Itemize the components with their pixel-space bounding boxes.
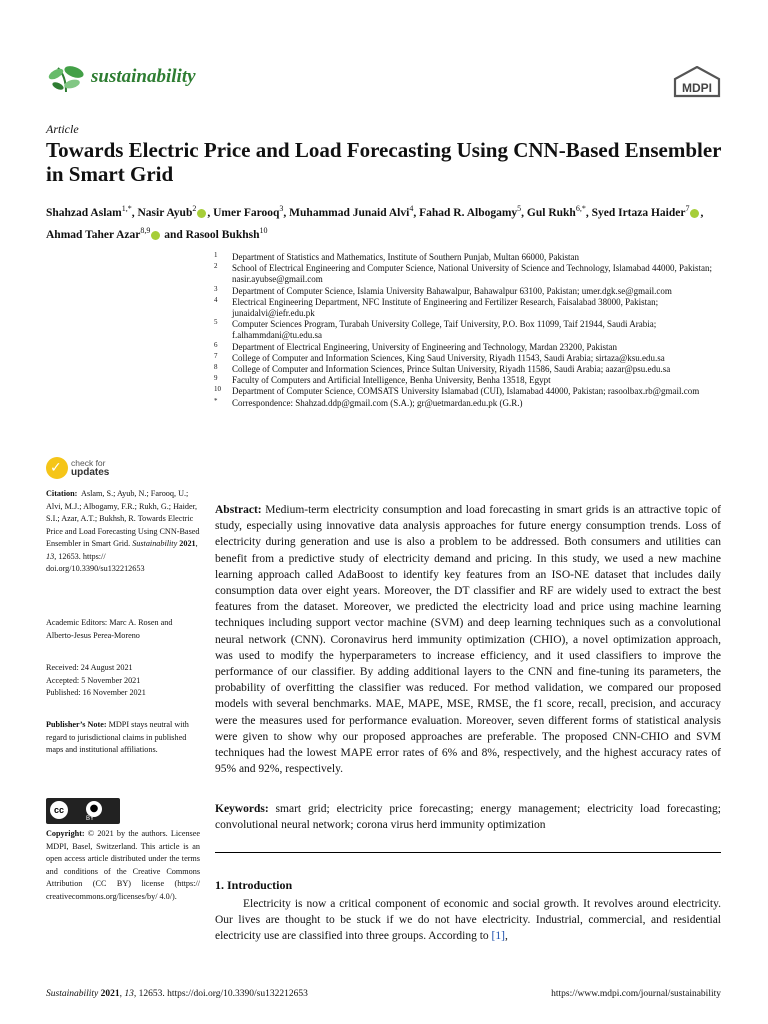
footer-doi: , 12653. https://doi.org/10.3390/su132212653 — [133, 989, 308, 999]
orcid-icon[interactable] — [197, 209, 206, 218]
affiliation-text: Department of Computer Science, Islamia University Bahawalpur, Bahawalpur 63100, Pakistan; umer.dgk.se@gmail.com — [232, 285, 672, 296]
intro-text: Electricity is now a critical component of economic and social growth. It revolves around electricity. Our lives are thought to be stuck if we do not have electricity. Industrial, commercial, and residential electricity use are classified into three groups. According to — [215, 898, 721, 943]
citation-link[interactable]: [1] — [491, 930, 505, 943]
affiliation-number: 4 — [214, 295, 218, 304]
keywords-label: Keywords: — [215, 803, 269, 815]
author-affiliation-sup: 5 — [517, 204, 522, 213]
affiliation-number: * — [214, 396, 218, 405]
received-date: Received: 24 August 2021 — [46, 663, 133, 672]
affiliation-number: 6 — [214, 340, 218, 349]
mdpi-logo-text: MDPI — [682, 81, 712, 95]
affiliation-text: Department of Electrical Engineering, University of Engineering and Technology, Mardan 23200, Pakistan — [232, 341, 618, 352]
orcid-icon[interactable] — [151, 231, 160, 240]
author-name: Ahmad Taher Azar — [46, 228, 141, 241]
article-title: Towards Electric Price and Load Forecasting Using CNN-Based Ensembler in Smart Grid — [46, 138, 722, 186]
author-affiliation-sup: 4 — [409, 204, 414, 213]
check-updates-line1: check for — [71, 458, 106, 468]
author-name: Syed Irtaza Haider — [591, 206, 686, 219]
affiliations — [214, 252, 724, 409]
affiliation-number: 5 — [214, 318, 218, 327]
abstract-text: Medium-term electricity consumption and load forecasting in smart grids is an attractive topic of study, especially using innovative data analysis approaches for future energy consumption trends. Loss of electricity during generation and use is also a problem to be addressed. Both consumers and utilities can benefit from a predictive study of electricity demand and pricing. In this study, we used a new machine learning approach called AdaBoost to identify key features from an ISO-NE dataset that includes daily consumption data over eight years. Moreover, the DT classifier and RF are widely used to extract the best features from the dataset. Moreover, we predicted the electricity load and price using machine learning techniques including support vector machine (SVM) and deep learning techniques such as a convolutional neural network (CNN). Coronavirus herd immunity optimization (CHIO), a novel optimization approach, was used to modify the hyperparameters to increase efficiency, and it used classifiers to improve the performance of our classifier. By adding additional layers to the CNN and fine-tuning its parameters, the probability of overfitting the classifier was reduced. For method validation, we compared our proposed models with several benchmarks. MAE, MAPE, MSE, RMSE, the f1 score, recall, precision, and accuracy were the measures used for performance evaluation. Moreover, seven different forms of statistical analysis were given to show why our proposed approaches are preferable. The proposed CNN-CHIO and SVM techniques had the lowest MAPE error rates of 6% and 8%, respectively, and the highest accuracy rates of 95% and 92%, respectively. — [215, 504, 722, 776]
footer-volume: 13 — [124, 989, 134, 999]
footer-journal: Sustainability — [46, 989, 99, 999]
citation-pages: , 12653. https:// doi.org/10.3390/su132212653 — [46, 551, 145, 573]
citation-journal: Sustainability — [132, 539, 178, 548]
accepted-date: Accepted: 5 November 2021 — [46, 675, 141, 685]
affiliation-number: 10 — [214, 385, 221, 394]
cc-license-badge[interactable] — [46, 798, 120, 824]
affiliation-number: 2 — [214, 262, 218, 271]
affiliation-item — [214, 297, 724, 319]
author-affiliation-sup: 8,9 — [140, 225, 151, 235]
copyright-block — [46, 828, 200, 903]
published-date: Published: 16 November 2021 — [46, 688, 146, 697]
section-divider — [215, 852, 721, 853]
affiliation-text: Computer Sciences Program, Turabah University College, Taif University, P.O. Box 11099, Taif 21944, Saudi Arabia; f.alhammdani@tu.edu.sa — [232, 319, 657, 341]
affiliation-text: Department of Statistics and Mathematics, Institute of Southern Punjab, Multan 66000, Pakistan — [232, 252, 579, 262]
author-name: Umer Farooq — [213, 206, 280, 219]
cc-icon: cc — [50, 801, 68, 819]
author-name: Muhammad Junaid Alvi — [289, 206, 410, 219]
author-list: Shahzad Aslam$^{1,*}$, Nasir Ayub$^2$ , Umer Farooq$^3$, Muhammad Junaid Alvi$^4$, Fahad R. Albogamy$^5$, Gul Rukh$^{6,*}$, Syed Irtaza Haider$^7$ , Ahmad Taher Azar$^{8,9}$ and Rasool Bukhsh$^{10}$ — [46, 204, 704, 241]
affiliation-item — [214, 398, 724, 409]
affiliation-item — [214, 375, 724, 386]
affiliation-number: 9 — [214, 374, 218, 383]
author-name: Nasir Ayub — [137, 206, 193, 219]
section-heading: 1. Introduction — [215, 878, 293, 892]
journal-name[interactable]: sustainability — [91, 66, 196, 87]
author-affiliation-sup: 1,* — [121, 204, 132, 213]
author-name: Rasool Bukhsh — [185, 228, 260, 241]
affiliation-item — [214, 353, 724, 364]
publisher-note — [46, 719, 200, 757]
publisher-note-text: MDPI stays neutral with regard to jurisdictional claims in published maps and institutional affiliations. — [46, 720, 189, 754]
affiliation-item — [214, 342, 724, 353]
keywords — [215, 801, 721, 833]
footer-year: 2021 — [100, 989, 120, 999]
academic-editors: Academic Editors: Marc A. Rosen and Alberto-Jesus Perea-Moreno — [46, 618, 173, 640]
affiliation-item — [214, 252, 724, 263]
affiliation-item — [214, 364, 724, 375]
affiliation-text: College of Computer and Information Sciences, King Saud University, Riyadh 11543, Saudi Arabia; sirtaza@ksu.edu.sa — [232, 352, 665, 363]
citation-label: Citation: — [46, 489, 78, 498]
publisher-note-label: Publisher’s Note: — [46, 720, 107, 729]
article-type: Article — [46, 122, 79, 136]
affiliation-text: Faculty of Computers and Artificial Intelligence, Benha University, Benha 13518, Egypt — [232, 375, 551, 386]
affiliation-number: 8 — [214, 363, 218, 372]
cc-by-icon: ● — [86, 801, 102, 817]
mdpi-logo-icon[interactable] — [672, 66, 722, 98]
citation-year: 2021 — [179, 539, 196, 548]
affiliation-item — [214, 286, 724, 297]
affiliation-item — [214, 386, 724, 397]
copyright-text: © 2021 by the authors. Licensee MDPI, Basel, Switzerland. This article is an open access article distributed under the terms and conditions of the Creative Commons Attribution (CC BY) license (https:// creativecommons.org/licenses/by/ 4.0/). — [46, 829, 200, 901]
orcid-icon[interactable] — [690, 209, 699, 218]
cc-by-label: BY — [86, 816, 95, 822]
check-updates-line2: updates — [71, 467, 110, 478]
check-updates-badge[interactable] — [46, 457, 156, 481]
abstract — [215, 502, 721, 777]
affiliation-number: 7 — [214, 351, 218, 360]
citation-volume: 13 — [46, 551, 55, 561]
affiliation-number: 1 — [214, 251, 218, 259]
author-affiliation-sup: 7 — [685, 204, 690, 213]
author-affiliation-sup: 2 — [192, 204, 197, 213]
author-name: Fahad R. Albogamy — [419, 206, 518, 219]
citation-block: Citation: Aslam, S.; Ayub, N.; Farooq, U.; Alvi, M.J.; Albogamy, F.R.; Rukh, G.; Haider, S.I.; Azar, A.T.; Bukhsh, R. Towards Electric Price and Load Forecasting Using CNN-Based Ensembler in Smart Grid. Sustainability 2021, 13, 12653. https:// doi.org/10.3390/su132212653 — [46, 489, 200, 573]
affiliation-item — [214, 263, 724, 285]
citation-text: Aslam, S.; Ayub, N.; Farooq, U.; Alvi, M.J.; Albogamy, F.R.; Rukh, G.; Haider, S.I.; Azar, A.T.; Bukhsh, R. Towards Electric Price and Load Forecasting Using CNN-Based Ensembler in Smart Grid. — [46, 489, 200, 548]
author-name: Gul Rukh — [526, 206, 576, 219]
affiliation-text: Electrical Engineering Department, NFC Institute of Engineering and Fertilizer Research, Faisalabad 38000, Pakistan; junaidalvi@iefr.edu.pk — [232, 296, 659, 319]
dates — [46, 662, 200, 700]
affiliation-number: 3 — [214, 284, 218, 293]
affiliation-item — [214, 319, 724, 341]
abstract-label: Abstract: — [215, 504, 262, 516]
introduction-paragraph — [215, 896, 721, 945]
intro-end: , — [504, 930, 508, 943]
author-name: Shahzad Aslam — [46, 206, 122, 219]
footer-citation: Sustainability 2021, 13, 12653. https://doi.org/10.3390/su132212653 — [46, 989, 308, 999]
copyright-label: Copyright: — [46, 829, 85, 838]
author-affiliation-sup: 6,* — [575, 204, 586, 213]
check-updates-icon: ✓ — [46, 457, 68, 479]
affiliation-text: Correspondence: Shahzad.ddp@gmail.com (S.A.); gr@uetmardan.edu.pk (G.R.) — [232, 397, 523, 408]
footer-url[interactable]: https://www.mdpi.com/journal/sustainability — [551, 989, 721, 999]
author-affiliation-sup: 3 — [279, 204, 284, 213]
leaf-logo-icon — [46, 62, 86, 94]
affiliation-text: College of Computer and Information Sciences, Prince Sultan University, Riyadh 11586, Saudi Arabia; aazar@psu.edu.sa — [232, 364, 671, 375]
affiliation-text: School of Electrical Engineering and Computer Science, National University of Science and Technology, Islamabad 44000, Pakistan; nasir.ayubse@gmail.com — [232, 263, 712, 285]
affiliation-text: Department of Computer Science, COMSATS University Islamabad (CUI), Islamabad 44000, Pakistan; rasoolbax.rb@gmail.com — [232, 386, 700, 397]
keywords-text: smart grid; electricity price forecasting; energy management; electricity load forecasting; convolutional neural network; corona virus herd immunity optimization — [215, 803, 721, 832]
author-affiliation-sup: 10 — [259, 225, 268, 235]
